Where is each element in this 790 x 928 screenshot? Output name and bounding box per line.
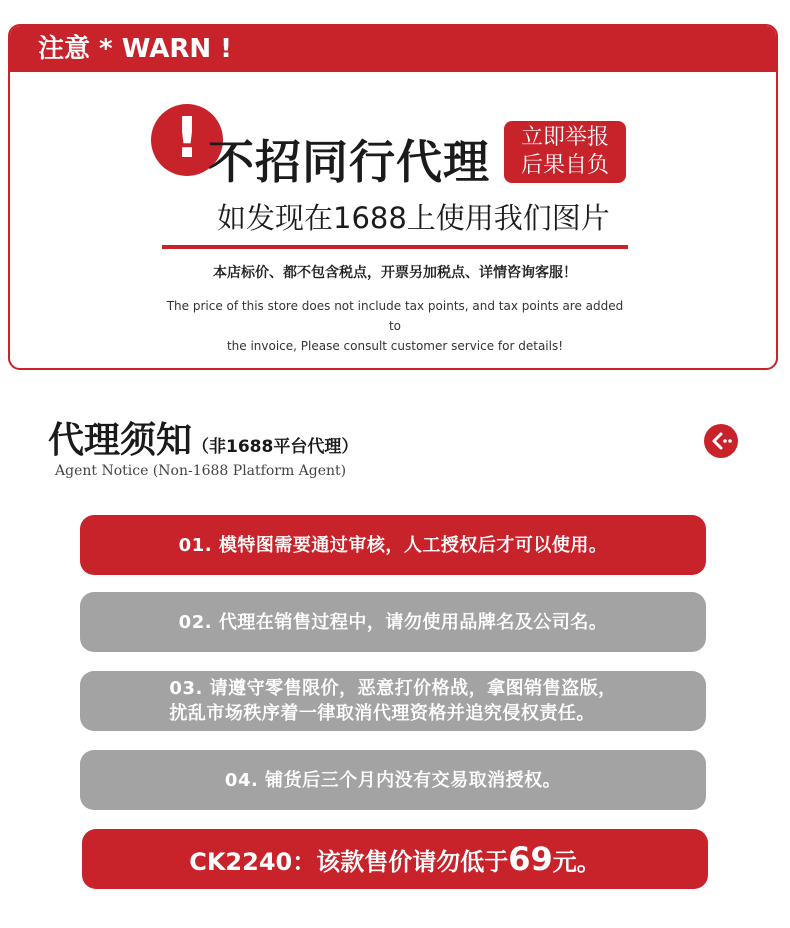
rule-item-03-line-2: 扰乱市场秩序着一律取消代理资格并追究侵权责任。 xyxy=(169,703,595,724)
image-usage-warning: 如发现在1688上使用我们图片 xyxy=(217,201,610,235)
minimum-price-suffix: 元。 xyxy=(552,848,601,876)
rule-item-01 xyxy=(80,515,706,575)
tax-note-english xyxy=(160,296,630,356)
rule-item-01-text: 01. 模特图需要通过审核，人工授权后才可以使用。 xyxy=(178,534,608,556)
agent-notice-title-suffix: （非1688平台代理） xyxy=(192,437,359,457)
warning-header: 注意 * WARN ! xyxy=(10,26,776,72)
report-badge-line-2: 后果自负 xyxy=(520,153,609,178)
tax-note-english-line-1: The price of this store does not include tax points, and tax points are added to xyxy=(166,299,624,333)
rule-item-02 xyxy=(80,592,706,652)
rule-item-04-text: 04. 铺货后三个月内没有交易取消授权。 xyxy=(224,769,562,791)
rule-item-03-line-1: 03. 请遵守零售限价，恶意打价格战，拿图销售盗版， xyxy=(169,678,617,699)
back-arrow-icon[interactable] xyxy=(704,424,738,458)
rule-item-03-text xyxy=(109,676,676,726)
tax-note-english-line-2: the invoice, Please consult customer service for details! xyxy=(226,339,564,353)
report-badge-line-1: 立即举报 xyxy=(520,125,609,150)
back-arrow-icon-glyph xyxy=(704,424,738,458)
divider xyxy=(162,245,628,249)
minimum-price-bar xyxy=(82,829,708,889)
agent-notice-title-main: 代理须知 xyxy=(48,420,193,461)
warning-card xyxy=(8,24,778,370)
rule-item-03 xyxy=(80,671,706,731)
report-badge xyxy=(504,121,626,183)
rule-item-02-text: 02. 代理在销售过程中，请勿使用品牌名及公司名。 xyxy=(178,611,608,633)
agent-notice-title xyxy=(48,412,358,463)
exclamation-icon: ! xyxy=(151,104,223,176)
minimum-price-value: 69 xyxy=(508,840,553,878)
rule-item-04 xyxy=(80,750,706,810)
no-peer-agent-headline: 不招同行代理 xyxy=(208,135,490,189)
tax-note-chinese: 本店标价、都不包含税点，开票另加税点、详情咨询客服！ xyxy=(213,265,577,281)
minimum-price-prefix: CK2240：该款售价请勿低于 xyxy=(189,848,509,876)
agent-notice-subtitle: Agent Notice (Non-1688 Platform Agent) xyxy=(55,463,347,479)
minimum-price-text xyxy=(189,840,601,878)
